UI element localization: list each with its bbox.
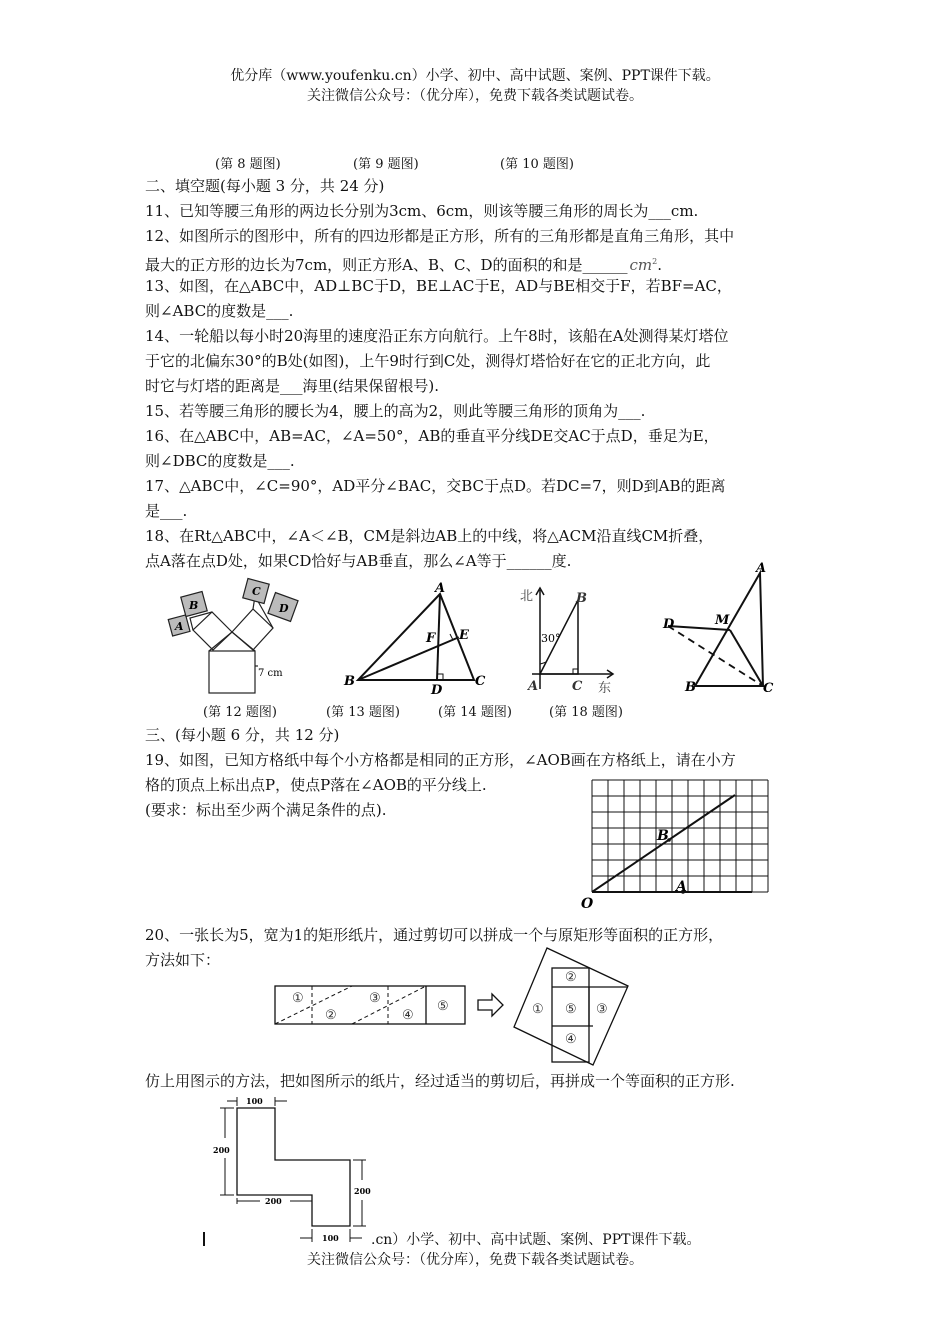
question-17-line2: 是___. <box>145 502 188 520</box>
fig13-label-d: D <box>431 683 443 698</box>
figure-20-method <box>270 942 635 1054</box>
caption-fig10: (第 10 题图) <box>500 157 574 172</box>
question-17-line1: 17、△ABC中，∠C=90°，AD平分∠BAC，交BC于点D。若DC=7，则D到AB的距离 <box>145 477 726 495</box>
question-14-line3: 时它与灯塔的距离是___海里(结果保留根号). <box>145 377 439 395</box>
question-12-end: . <box>657 256 663 274</box>
fig18-label-b: B <box>685 680 696 695</box>
square-piece-2: ② <box>565 970 577 985</box>
fig14-label-a: A <box>528 679 539 694</box>
fig13-label-f: F <box>426 631 436 646</box>
question-18-line2: 点A落在点D处，如果CD恰好与AB垂直，那么∠A等于______度. <box>145 552 572 570</box>
footer-line-1-text: .cn）小学、初中、高中试题、案例、PPT课件下载。 <box>371 1232 701 1248</box>
caption-fig12: (第 12 题图) <box>203 705 277 720</box>
strip-piece-5: ⑤ <box>437 999 449 1014</box>
strip-piece-3: ③ <box>369 991 381 1006</box>
dim-top: 100 <box>246 1096 263 1106</box>
fig12-label-a: A <box>175 620 184 633</box>
question-15: 15、若等腰三角形的腰长为4，腰上的高为2，则此等腰三角形的顶角为___. <box>145 402 646 420</box>
question-13-line1: 13、如图，在△ABC中，AD⊥BC于D，BE⊥AC于E，AD与BE相交于F，若BF=AC， <box>145 277 732 295</box>
fig14-label-c: C <box>572 679 583 694</box>
fig12-big-square <box>209 651 255 693</box>
fig14-east: 东 <box>598 681 612 696</box>
dim-right: 200 <box>354 1186 371 1196</box>
question-14-line2: 于它的北偏东30°的B处(如图)，上午9时行到C处，测得灯塔恰好在它的正北方向，此 <box>145 352 711 370</box>
fig18-label-d: D <box>663 617 675 632</box>
caption-fig9: (第 9 题图) <box>353 157 419 172</box>
dim-middle: 200 <box>265 1196 282 1206</box>
square-piece-5: ⑤ <box>565 1002 577 1017</box>
fig12-label-d: D <box>279 602 289 615</box>
section2-title: 二、填空题(每小题 3 分，共 24 分) <box>145 177 385 195</box>
strip-piece-1: ① <box>292 991 304 1006</box>
fig12-label-b: B <box>189 599 199 612</box>
section3-title: 三、(每小题 6 分，共 12 分) <box>145 726 340 744</box>
figure-19-grid <box>580 772 780 912</box>
fig18-label-c: C <box>763 681 774 696</box>
footer-line-2: 关注微信公众号：（优分库），免费下载各类试题试卷。 <box>307 1252 643 1268</box>
question-19-line2: 格的顶点上标出点P，使点P落在∠AOB的平分线上. <box>145 776 487 794</box>
question-19-line3: (要求：标出至少两个满足条件的点). <box>145 801 387 819</box>
fig19-label-a: A <box>676 879 687 895</box>
question-12-text: 最大的正方形的边长为7cm，则正方形A、B、C、D的面积的和是______ <box>145 256 628 274</box>
fig13-label-e: E <box>459 628 469 643</box>
footer-line-1 <box>203 1230 700 1250</box>
square-piece-4: ④ <box>565 1032 577 1047</box>
question-20-line3: 仿上用图示的方法，把如图所示的纸片，经过适当的剪切后，再拼成一个等面积的正方形. <box>145 1072 735 1090</box>
question-18-line1: 18、在Rt△ABC中，∠A＜∠B，CM是斜边AB上的中线，将△ACM沿直线CM折叠， <box>145 527 714 545</box>
figure-14 <box>518 584 618 699</box>
caption-fig13: (第 13 题图) <box>326 705 400 720</box>
footer-occluded-start <box>203 1232 211 1246</box>
dim-bottom: 100 <box>322 1233 339 1243</box>
question-20-line2: 方法如下： <box>145 951 221 969</box>
question-13-line2: 则∠ABC的度数是___. <box>145 302 294 320</box>
question-16-line2: 则∠DBC的度数是___. <box>145 452 295 470</box>
fig14-label-b: B <box>576 591 587 606</box>
question-12-line1: 12、如图所示的图形中，所有的四边形都是正方形，所有的三角形都是直角三角形，其中 <box>145 227 735 245</box>
fig19-label-b: B <box>657 828 669 844</box>
fig12-side-label: 7 cm <box>258 668 283 679</box>
dim-left: 200 <box>213 1145 230 1155</box>
question-11: 11、已知等腰三角形的两边长分别为3cm、6cm，则该等腰三角形的周长为___cm. <box>145 202 699 220</box>
fig19-label-o: O <box>581 896 594 912</box>
figure-12 <box>160 578 310 698</box>
caption-fig18: (第 18 题图) <box>549 705 623 720</box>
arrow-icon <box>478 994 503 1016</box>
fig13-label-b: B <box>344 674 355 689</box>
fig13-label-c: C <box>475 674 486 689</box>
question-20-line1: 20、一张长为5，宽为1的矩形纸片，通过剪切可以拼成一个与原矩形等面积的正方形， <box>145 926 724 944</box>
caption-fig14: (第 14 题图) <box>438 705 512 720</box>
fig12-label-c: C <box>252 585 261 598</box>
question-16-line1: 16、在△ABC中，AB=AC，∠A=50°，AB的垂直平分线DE交AC于点D，垂足为E， <box>145 427 719 445</box>
question-14-line1: 14、一轮船以每小时20海里的速度沿正东方向航行。上午8时，该船在A处测得某灯塔位 <box>145 327 729 345</box>
square-piece-3: ③ <box>596 1002 608 1017</box>
question-12-unit: cm <box>629 256 653 274</box>
fig18-label-a: A <box>756 561 767 576</box>
question-19-line1: 19、如图，已知方格纸中每个小方格都是相同的正方形，∠AOB画在方格纸上，请在小方 <box>145 751 736 769</box>
strip-piece-4: ④ <box>402 1008 414 1023</box>
fig14-angle: 30° <box>541 632 561 645</box>
figure-13 <box>340 582 490 697</box>
fig18-label-m: M <box>715 613 730 628</box>
question-12-unit-exp: 2 <box>652 257 658 266</box>
strip-piece-2: ② <box>325 1008 337 1023</box>
square-piece-1: ① <box>532 1002 544 1017</box>
l-shape <box>237 1108 350 1226</box>
header-line-1: 优分库（www.youfenku.cn）小学、初中、高中试题、案例、PPT课件下载。 <box>230 68 720 84</box>
figure-18 <box>655 558 785 698</box>
fig14-north: 北 <box>520 589 534 604</box>
fig13-label-a: A <box>435 581 446 596</box>
caption-fig8: (第 8 题图) <box>215 157 281 172</box>
figure-20-shape <box>210 1092 380 1252</box>
header-line-2: 关注微信公众号：（优分库），免费下载各类试题试卷。 <box>307 88 643 104</box>
